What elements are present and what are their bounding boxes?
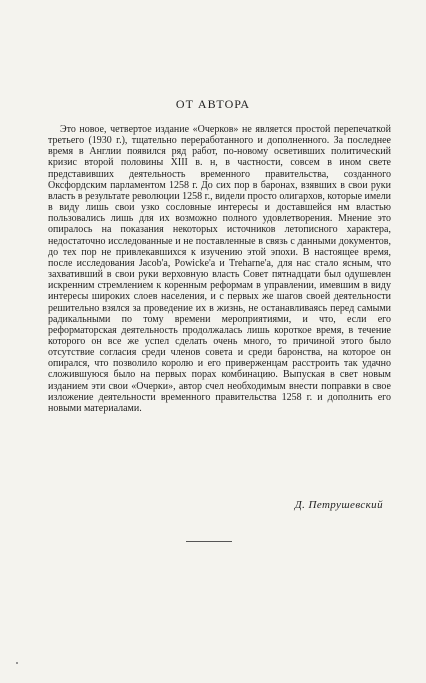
page-heading: ОТ АВТОРА <box>175 97 251 111</box>
closing-rule <box>186 541 232 542</box>
paper-speck <box>16 662 18 664</box>
preface-paragraph: Это новое, четвертое издание «Очерков» не является простой перепечаткой третьего (1930 г.), тщательно переработанного и дополненного. За последнее время в Англии появился ряд работ, по-новому осветивших политический кризис второй половины XIII в. н, в частности, совсем в ином свете представивших деятельность временного правительства, созданного Оксфордским парламентом 1258 г. До сих пор в баронах, взявших в свои руки власть в результате революции 1258 г., видели просто олигархов, которые имели в виду лишь свои узко сословные интересы и доставшейся нм властью пользовались лишь для их возможно полного удовлетворения. Мнение это опиралось на показания некоторых источников летописного характера, недостаточно исследованные и не поставленные в связь с данными документов, до тех пор не привлекавшихся к изучению этой эпохи. В настоящее время, после исследования Jacob'a, Powicke'a и Treharne'a, для нас стало ясным, что захвативший в свои руки верховную власть Совет пятнадцати был одушевлен искренним стремлением к коренным реформам в управлении, имевшим в виду интересы широких слоев населения, и с первых же шагов своей деятельности решительно взялся за проведение их в жизнь, не останавливаясь перед самыми радикальными по тому времени мероприятиями, и что, если его реформаторская деятельность продолжалась лишь короткое время, в течение которого он все же успел сделать очень много, то причиной этого было отсутствие согласия среди членов совета и среди баронства, на которое он опирался, что позволило королю и его приверженцам расстроить так удачно сложившуюся было на первых порах комбинацию. Выпуская в свет новым изданием эти свои «Очерки», автор счел необходимым внести поправки в свое изложение деятельности временного правительства 1258 г. и дополнить его новыми материалами. <box>48 124 391 414</box>
author-signature: Д. Петрушевский <box>294 499 383 511</box>
